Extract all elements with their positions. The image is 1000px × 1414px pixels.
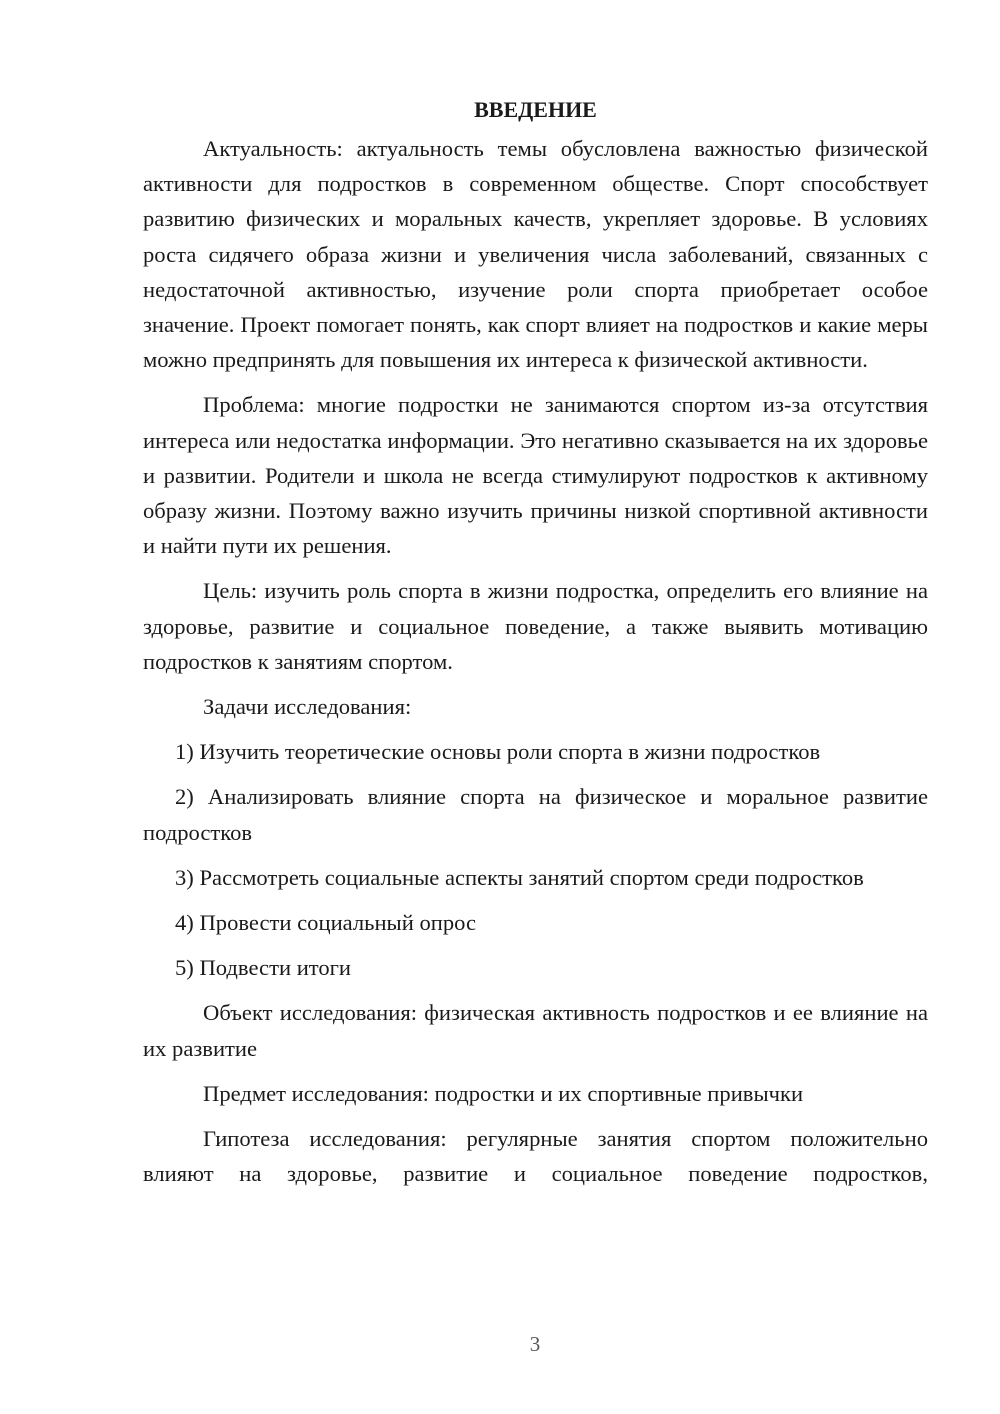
paragraph-relevance: Актуальность: актуальность темы обусловлена важностью физической активности для подростков в современном обществе. Спорт способствует развитию физических и моральных качеств, укрепляет здоровье. В условиях роста сидячего образа жизни и увеличения числа заболеваний, связанных с недостаточной активностью, изучение роли спорта приобретает особое значение. Проект помогает понять, как спорт влияет на подростков и какие меры можно предпринять для повышения их интереса к физической активности.: [143, 136, 928, 373]
paragraph-problem: Проблема: многие подростки не занимаются спортом из-за отсутствия интереса или недостатка информации. Это негативно сказывается на их здоровье и развитии. Родители и школа не всегда стимулируют подростков к активному образу жизни. Поэтому важно изучить причины низкой спортивной активности и найти пути их решения.: [143, 392, 928, 559]
task-item-3: 3) Рассмотреть социальные аспекты занятий спортом среди подростков: [175, 864, 864, 890]
page-number: 3: [529, 1332, 541, 1356]
paragraph-hypothesis: Гипотеза исследования: регулярные занятия спортом положительно влияют на здоровье, развитие и социальное поведение подростков,: [143, 1126, 928, 1187]
paragraph-object: Объект исследования: физическая активность подростков и ее влияние на их развитие: [143, 1000, 928, 1061]
paragraph-goal: Цель: изучить роль спорта в жизни подростка, определить его влияние на здоровье, развитие и социальное поведение, а также выявить мотивацию подростков к занятиям спортом.: [143, 578, 928, 674]
paragraph-tasks-title: Задачи исследования:: [203, 694, 412, 720]
paragraph-subject: Предмет исследования: подростки и их спортивные привычки: [203, 1080, 804, 1106]
task-item-2: 2) Анализировать влияние спорта на физическое и моральное развитие подростков: [143, 784, 928, 845]
section-heading: ВВЕДЕНИЕ: [474, 97, 597, 122]
task-item-5: 5) Подвести итоги: [175, 955, 352, 981]
task-item-1: 1) Изучить теоретические основы роли спорта в жизни подростков: [175, 739, 821, 765]
page-content: [143, 92, 928, 1201]
task-item-4: 4) Провести социальный опрос: [175, 910, 477, 936]
